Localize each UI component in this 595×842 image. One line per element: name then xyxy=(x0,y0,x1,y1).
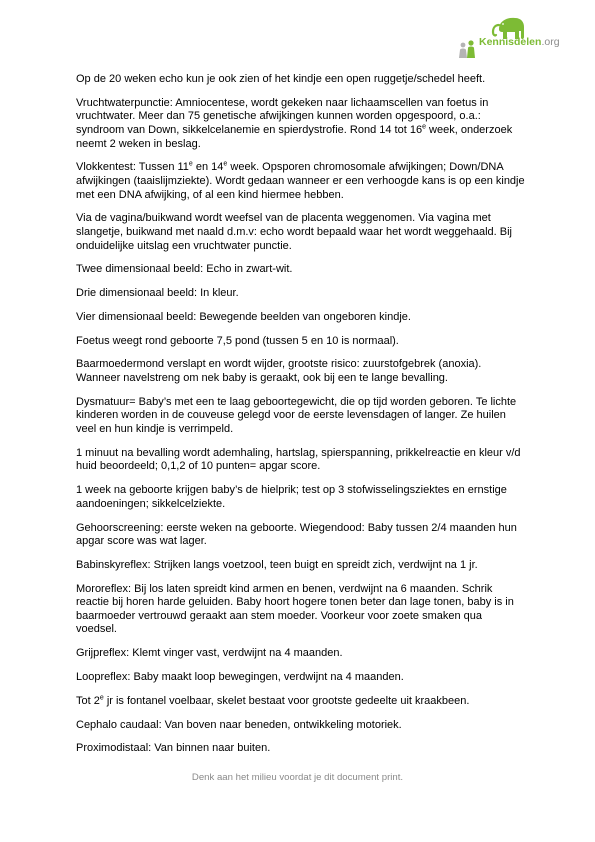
paragraph-text: jr is fontanel voelbaar, skelet bestaat voor grootste gedeelte uit kraakbeen. xyxy=(103,694,470,707)
paragraph-text: 1 minuut na bevalling wordt ademhaling, hartslag, spierspanning, prikkelreactie en kleur v/d huid beoordeeld; 0,1,2 of 10 punten= apgar score. xyxy=(76,446,521,473)
paragraph-text: Proximodistaal: Van binnen naar buiten. xyxy=(76,742,271,755)
ordinal-superscript: e xyxy=(99,694,104,702)
paragraph xyxy=(76,161,526,202)
paragraph-text: Vruchtwaterpunctie: Amniocentese, wordt gekeken naar lichaamscellen van foetus in vruchtwater. Meer dan 75 genetische afwijkingen kunnen worden opgespoord, o.a.: syndroom van Down, sikkelcelanemie en spierdystrofie. Rond 14 tot 16 xyxy=(76,96,489,136)
paragraph-text: Cephalo caudaal: Van boven naar beneden, ontwikkeling motoriek. xyxy=(76,718,402,731)
ordinal-superscript: e xyxy=(422,123,426,131)
paragraph xyxy=(76,287,526,301)
paragraph xyxy=(76,559,526,573)
paragraph-text: week. Opsporen chromosomale afwijkingen; Down/DNA afwijkingen (taaislijmziekte). Wordt gedaan wanneer er een verhoogde kans is op een kindje met een DNA afwijking, of al een kind hiermee hebben. xyxy=(76,161,525,201)
paragraph-text: Via de vagina/buikwand wordt weefsel van de placenta weggenomen. Via vagina met slangetje, buikwand met naald d.m.v: echo wordt bepaald waar het wordt weggehaald. Bij onduidelijke uitslag een vruchtwater punctie. xyxy=(76,212,512,252)
paragraph-text: Dysmatuur= Baby’s met een te laag geboortegewicht, die op tijd worden geboren. Te lichte kinderen worden in de couveuse gelegd voor de eerste levensdagen of langer. Ze huilen veel en hun kindje is verrimpeld. xyxy=(76,395,517,435)
document-body xyxy=(76,73,526,766)
paragraph-text: Op de 20 weken echo kun je ook zien of het kindje een open ruggetje/schedel heeft. xyxy=(76,73,486,85)
paragraph xyxy=(76,671,526,685)
paragraph xyxy=(76,484,526,511)
logo-wordmark xyxy=(479,36,560,48)
people-icon xyxy=(459,40,475,58)
paragraph xyxy=(76,522,526,549)
ordinal-superscript: e xyxy=(188,160,193,168)
paragraph-text: Gehoorscreening: eerste weken na geboorte. Wiegendood: Baby tussen 2/4 maanden hun apgar score was wat lager. xyxy=(76,521,517,548)
paragraph-text: Vier dimensionaal beeld: Bewegende beelden van ongeboren kindje. xyxy=(76,310,411,323)
paragraph-text: 1 week na geboorte krijgen baby’s de hielprik; test op 3 stofwisselingsziektes en ernstige aandoeningen; sikkelcelziekte. xyxy=(76,484,507,510)
paragraph xyxy=(76,311,526,325)
paragraph xyxy=(76,212,526,253)
paragraph-text: Vlokkentest: Tussen 11 xyxy=(76,161,189,174)
paragraph xyxy=(76,647,526,661)
logo-brand: Kennisdelen xyxy=(479,36,542,48)
logo-tld: .org xyxy=(541,36,560,48)
paragraph-text: Drie dimensionaal beeld: In kleur. xyxy=(76,287,239,300)
paragraph xyxy=(76,358,526,385)
paragraph xyxy=(76,447,526,474)
paragraph-text: Baarmoedermond verslapt en wordt wijder, grootste risico: zuurstofgebrek (anoxia). Wanneer navelstreng om nek baby is geraakt, ook bij een te lange bevalling. xyxy=(76,358,482,384)
paragraph xyxy=(76,742,526,756)
paragraph-text: Grijpreflex: Klemt vinger vast, verdwijnt na 4 maanden. xyxy=(76,647,343,660)
paragraph xyxy=(76,396,526,437)
paragraph xyxy=(76,583,526,637)
paragraph xyxy=(76,97,526,151)
footer-note: Denk aan het milieu voordat je dit document print. xyxy=(191,772,404,783)
paragraph-text: Babinskyreflex: Strijken langs voetzool, teen buigt en spreidt zich, verdwijnt na 1 jr. xyxy=(76,558,478,571)
paragraph-text: week, onderzoek neemt 2 weken in beslag. xyxy=(76,123,513,150)
paragraph-text: Twee dimensionaal beeld: Echo in zwart-wit. xyxy=(76,263,293,276)
paragraph-text: Tot 2 xyxy=(76,694,100,707)
paragraph-text: Foetus weegt rond geboorte 7,5 pond (tussen 5 en 10 is normaal). xyxy=(76,334,399,347)
paragraph xyxy=(76,695,526,709)
ordinal-superscript: e xyxy=(223,160,228,168)
paragraph xyxy=(76,719,526,733)
paragraph xyxy=(76,335,526,349)
paragraph xyxy=(76,263,526,277)
paragraph-text: en 14 xyxy=(192,161,224,174)
paragraph xyxy=(76,73,526,87)
paragraph-text: Loopreflex: Baby maakt loop bewegingen, verdwijnt na 4 maanden. xyxy=(76,671,404,683)
paragraph-text: Mororeflex: Bij los laten spreidt kind armen en benen, verdwijnt na 6 maanden. Schrik reactie bij horen harde geluiden. Baby hoort hogere tonen beter dan lage tonen, baby is in baarmoeder vertrouwd geraakt aan stem moeder. Voorkeur voor zoete smaken qua voedsel. xyxy=(76,582,514,636)
